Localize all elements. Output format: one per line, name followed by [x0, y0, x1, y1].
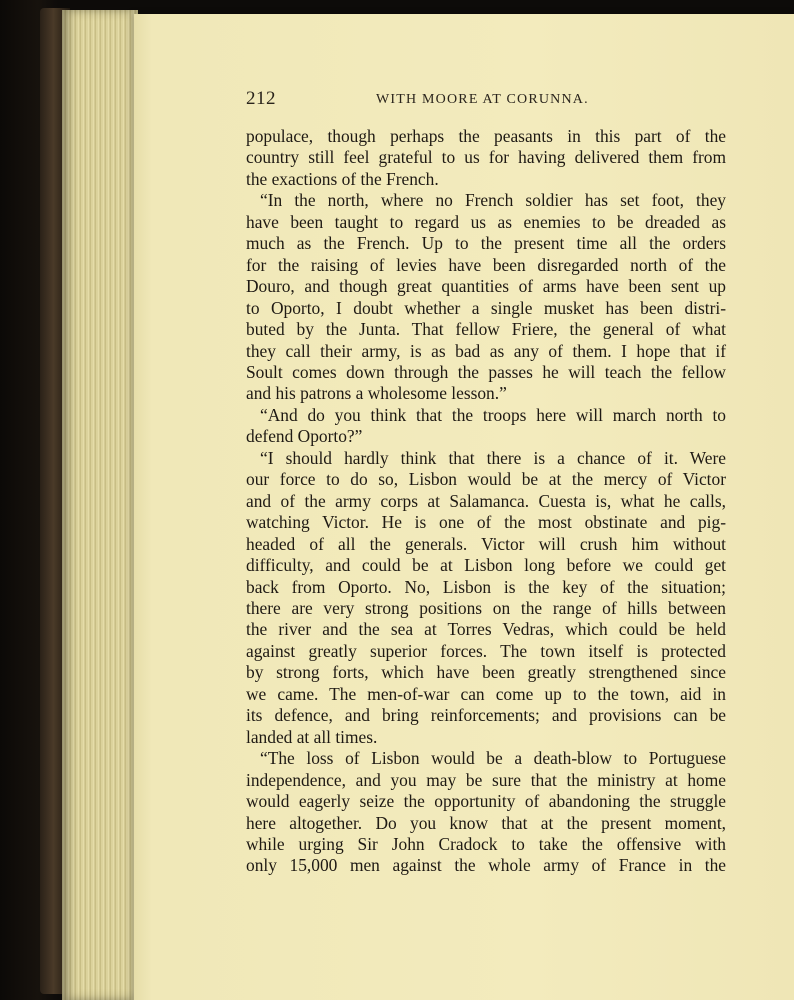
text-line: Douro, and though great quantities of arms have been sent up — [246, 276, 726, 297]
text-line: by strong forts, which have been greatly strengthened since — [246, 662, 726, 683]
text-line: and his patrons a wholesome lesson.” — [246, 383, 507, 404]
text-line: while urging Sir John Cradock to take the offensive with — [246, 833, 726, 854]
text-line: its defence, and bring reinforcements; and provisions can be — [246, 705, 726, 726]
text-line: back from Oporto. No, Lisbon is the key of the situation; — [246, 576, 726, 597]
text-line: and of the army corps at Salamanca. Cuesta is, what he calls, — [246, 490, 726, 511]
text-line: they call their army, is as bad as any of them. I hope that if — [246, 340, 726, 361]
page-header — [246, 88, 714, 116]
text-line: have been taught to regard us as enemies to be dreaded as — [246, 211, 726, 232]
page-edges — [62, 10, 138, 1000]
text-line: the river and the sea at Torres Vedras, which could be held — [246, 619, 726, 640]
text-line: we came. The men-of-war can come up to the town, aid in — [246, 683, 726, 704]
text-line: “And do you think that the troops here will march north to — [260, 404, 726, 425]
text-line: the exactions of the French. — [246, 168, 439, 189]
text-line: country still feel grateful to us for having delivered them from — [246, 147, 726, 168]
text-line: there are very strong positions on the range of hills between — [246, 597, 726, 618]
text-line: difficulty, and could be at Lisbon long before we could get — [246, 555, 726, 576]
running-head: WITH MOORE AT CORUNNA. — [376, 92, 589, 107]
text-line: watching Victor. He is one of the most obstinate and pig- — [246, 512, 726, 533]
text-line: headed of all the generals. Victor will crush him without — [246, 533, 726, 554]
text-line: landed at all times. — [246, 726, 378, 747]
text-line: would eagerly seize the opportunity of abandoning the struggle — [246, 791, 726, 812]
text-line: “I should hardly think that there is a chance of it. Were — [260, 447, 726, 468]
text-line: here altogether. Do you know that at the present moment, — [246, 812, 726, 833]
text-line: much as the French. Up to the present time all the orders — [246, 233, 726, 254]
text-line: for the raising of levies have been disregarded north of the — [246, 254, 726, 275]
text-line: populace, though perhaps the peasants in this part of the — [246, 126, 726, 146]
text-line: buted by the Junta. That fellow Friere, the general of what — [246, 319, 726, 340]
text-line: Soult comes down through the passes he will teach the fellow — [246, 361, 726, 382]
text-line: independence, and you may be sure that the ministry at home — [246, 769, 726, 790]
text-line: defend Oporto?” — [246, 426, 363, 447]
text-line: only 15,000 men against the whole army of France in the — [246, 855, 726, 876]
text-line: our force to do so, Lisbon would be at the mercy of Victor — [246, 469, 726, 490]
text-line: to Oporto, I doubt whether a single musket has been distri- — [246, 297, 726, 318]
text-line: “In the north, where no French soldier has set foot, they — [260, 190, 726, 211]
text-line: against greatly superior forces. The town itself is protected — [246, 640, 726, 661]
text-line: “The loss of Lisbon would be a death-blow to Portuguese — [260, 748, 726, 769]
page-number: 212 — [246, 88, 276, 109]
body-text — [246, 126, 726, 877]
